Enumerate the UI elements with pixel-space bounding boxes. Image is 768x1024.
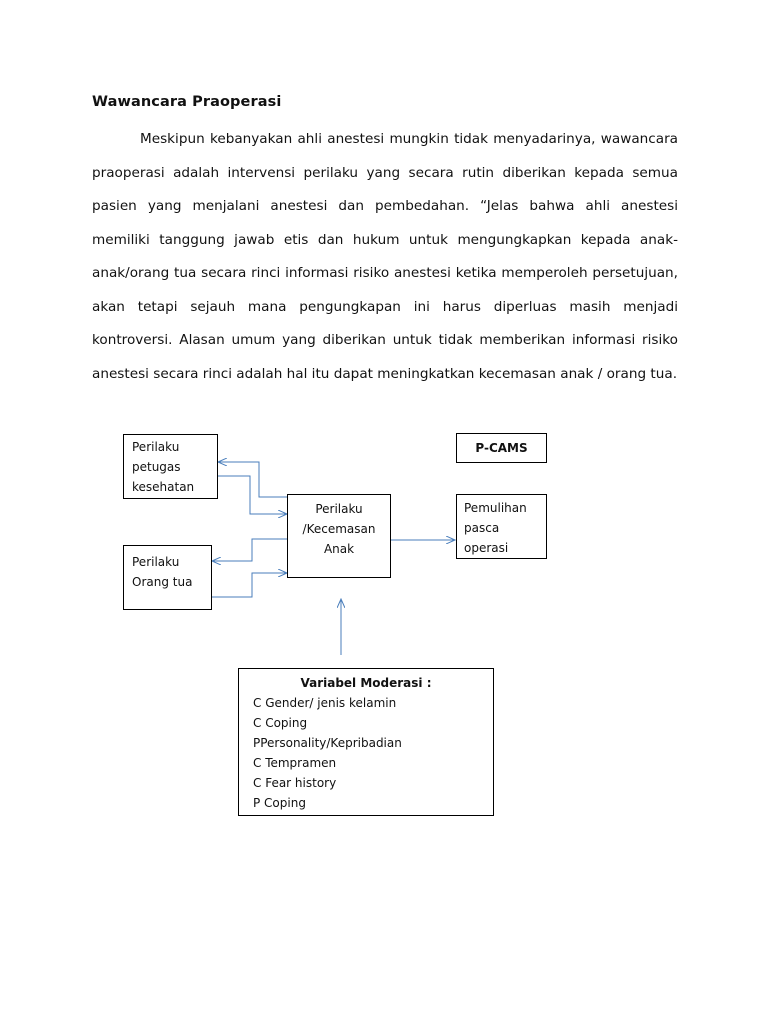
box-line: petugas xyxy=(132,460,181,474)
variabel-item: C Coping xyxy=(253,716,308,730)
box-perilaku-petugas-kesehatan xyxy=(123,434,218,499)
arrow-ortu-to-anak xyxy=(212,573,287,597)
variabel-item: PPersonality/Kepribadian xyxy=(253,736,402,750)
arrow-petugas-to-anak xyxy=(218,476,287,514)
box-line: Perilaku xyxy=(132,555,180,569)
variabel-item: C Tempramen xyxy=(253,756,337,770)
box-line: pasca xyxy=(464,521,500,535)
box-pemulihan-pasca-operasi xyxy=(456,494,547,559)
box-line: Pemulihan xyxy=(464,501,527,515)
variabel-item: C Gender/ jenis kelamin xyxy=(253,696,397,710)
arrow-anak-to-petugas xyxy=(218,462,287,497)
box-perilaku-kecemasan-anak xyxy=(287,494,391,578)
box-variabel-moderasi xyxy=(238,668,494,816)
box-line: Perilaku xyxy=(132,440,180,454)
variabel-item: P Coping xyxy=(253,796,306,810)
box-perilaku-orang-tua xyxy=(123,545,212,610)
arrow-anak-to-ortu xyxy=(212,539,287,561)
body-paragraph: Meskipun kebanyakan ahli anestesi mungkin tidak menyadarinya, wawancara praoperasi adalah intervensi perilaku yang secara rutin diberikan kepada semua pasien yang menjalani anestesi dan pembedahan. “Jelas bahwa ahli anestesi memiliki tanggung jawab etis dan hukum untuk mengungkapkan kepada anak-anak/orang tua secara rinci informasi risiko anestesi ketika memperoleh persetujuan, akan tetapi sejauh mana pengungkapan ini harus diperluas masih menjadi kontroversi. Alasan umum yang diberikan untuk tidak memberikan informasi risiko anestesi secara rinci adalah hal itu dapat meningkatkan kecemasan anak / orang tua. xyxy=(92,131,678,382)
document-heading: Wawancara Praoperasi xyxy=(92,94,282,110)
box-line: Orang tua xyxy=(132,575,193,589)
box-p-cams: P-CAMS xyxy=(456,433,547,463)
variabel-item: C Fear history xyxy=(253,776,337,790)
variabel-title: Variabel Moderasi : xyxy=(300,676,432,690)
box-line: Anak xyxy=(323,542,355,556)
box-line: Perilaku xyxy=(315,502,363,516)
box-line: /Kecemasan xyxy=(302,522,376,536)
box-line: kesehatan xyxy=(132,480,195,494)
box-line: operasi xyxy=(464,541,509,555)
